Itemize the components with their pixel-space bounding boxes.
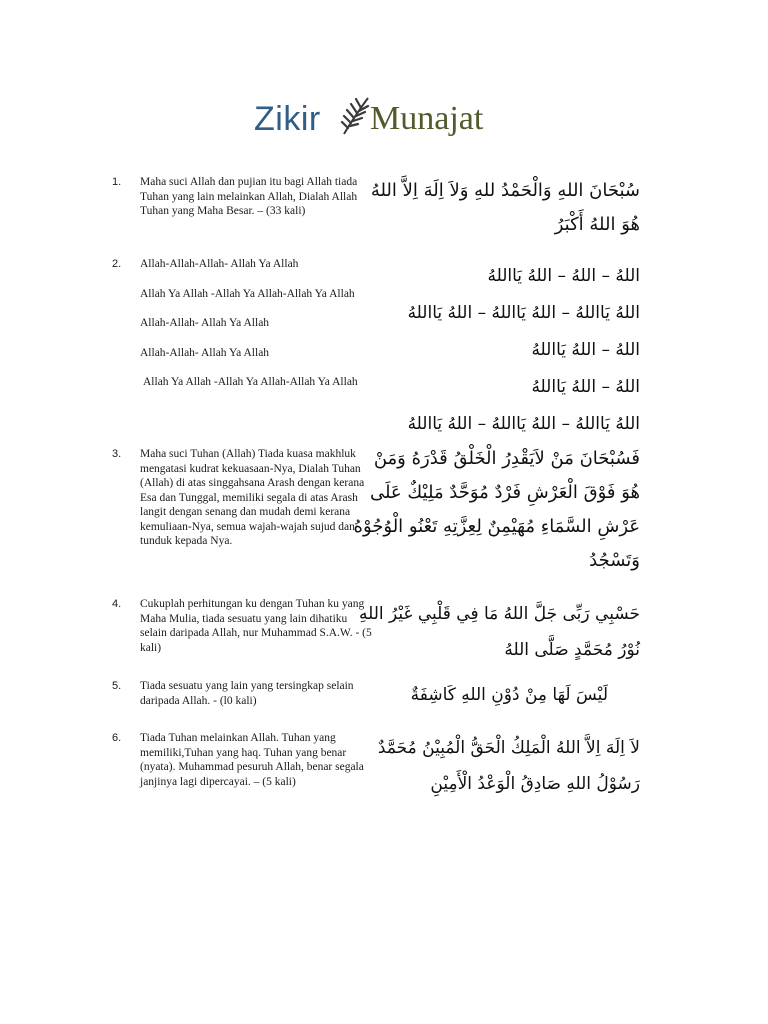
arabic-line: حَسْبِي رَبِّى جَلَّ اللهُ مَا فِي قَلْبِي غَيْرُ اللهِ — [358, 604, 640, 624]
malay-translation: Tiada sesuatu yang lain yang tersingkap selain daripada Allah. - (l0 kali) — [140, 680, 354, 707]
arabic-line: اللهُ – اللهُ يَااللهُ — [531, 340, 640, 360]
arabic-text — [358, 596, 640, 668]
arabic-line: اللهُ – اللهُ – اللهُ يَااللهُ — [487, 266, 640, 286]
item-number: 2. — [112, 258, 122, 270]
logo-word-munajat: Munajat — [370, 100, 484, 137]
arabic-text — [372, 258, 640, 443]
arabic-line: سُبْحَانَ اللهِ وَالْحَمْدُ للهِ وَلاَ اِلَهَ اِلاَّ اللهُ — [370, 180, 640, 201]
malay-line: Allah-Allah-Allah- Allah Ya Allah — [140, 258, 299, 270]
arabic-line: اللهُ – اللهُ يَااللهُ — [531, 377, 640, 397]
malay-line: Allah-Allah- Allah Ya Allah — [140, 317, 270, 329]
arabic-line: نُوْرُ مُحَمَّدٍ صَلَّى اللهُ — [504, 640, 640, 660]
item-number: 3. — [112, 448, 122, 460]
arabic-text — [353, 442, 640, 578]
item-number: 5. — [112, 680, 122, 692]
malay-translation — [140, 257, 380, 405]
arabic-text — [372, 680, 608, 710]
logo — [254, 96, 514, 146]
item-number: 4. — [112, 598, 122, 610]
logo-word-zikir: Zikir — [254, 100, 321, 138]
malay-line: Allah-Allah- Allah Ya Allah — [140, 346, 270, 359]
arabic-text — [372, 730, 640, 802]
malay-translation: Cukuplah perhitungan ku dengan Tuhan ku yang Maha Mulia, tiada sesuatu yang lain dihatiku selain daripada Allah, nur Muhammad S.A.W. - (5 kali) — [140, 598, 372, 654]
arabic-line: هُوَ فَوْقَ الْعَرْشِ فَرْدٌ مُوَحَّدٌ مَلِيْكٌ عَلَى — [369, 482, 640, 503]
arabic-line: هُوَ اللهُ أَكْبَرُ — [554, 214, 640, 235]
arabic-line: فَسُبْحَانَ مَنْ لاَيَقْدِرُ الْخَلْقُ قَدْرَهُ وَمَنْ — [373, 448, 640, 469]
arabic-line: لاَ اِلَهَ اِلاَّ اللهُ الْمَلِكُ الْحَقُّ الْمُبِيْنُ مُحَمَّدٌ — [377, 738, 640, 758]
arabic-line: وَتَسْجُدُ — [589, 550, 640, 571]
item-number: 6. — [112, 732, 122, 744]
malay-line: Allah Ya Allah -Allah Ya Allah-Allah Ya Allah — [143, 376, 358, 388]
arabic-text — [372, 174, 640, 242]
malay-translation: Maha suci Allah dan pujian itu bagi Allah tiada Tuhan yang lain melainkan Allah, Dialah Allah Tuhan yang Maha Besar. – (33 kali) — [140, 176, 358, 217]
arabic-line: عَرْشِ السَّمَاءِ مُهَيْمِنٌ لِعِزَّتِهِ تَعْنُو الْوُجُوْهُ — [353, 516, 640, 537]
arabic-line: اللهُ يَااللهُ – اللهُ يَااللهُ – اللهُ يَااللهُ — [407, 414, 640, 434]
item-number: 1. — [112, 176, 122, 188]
malay-translation: Maha suci Tuhan (Allah) Tiada kuasa makhluk mengatasi kudrat kekuasaan-Nya, Dialah Tuhan (Allah) di atas singgahsana Arash dengan kerana Esa dan Tunggal, memiliki segala di atas Arash langit dengan senang dan mudah demi kerana kemuliaan-Nya, semua wajah-wajah sujud dan tunduk kepada Nya. — [140, 448, 365, 547]
leaf-icon — [340, 96, 372, 136]
arabic-line: رَسُوْلُ اللهِ صَادِقُ الْوَعْدُ الْأَمِيْنِ — [430, 774, 640, 794]
arabic-line: لَيْسَ لَهَا مِنْ دُوْنِ اللهِ كَاشِفَةٌ — [410, 685, 608, 705]
malay-line: Allah Ya Allah -Allah Ya Allah-Allah Ya Allah — [140, 287, 355, 300]
arabic-line: اللهُ يَااللهُ – اللهُ يَااللهُ – اللهُ يَااللهُ — [407, 303, 640, 323]
malay-translation: Tiada Tuhan melainkan Allah. Tuhan yang memiliki,Tuhan yang haq. Tuhan yang benar (nyata). Muhammad pesuruh Allah, benar segala janjinya lagi dipercayai. – (5 kali) — [140, 732, 364, 788]
